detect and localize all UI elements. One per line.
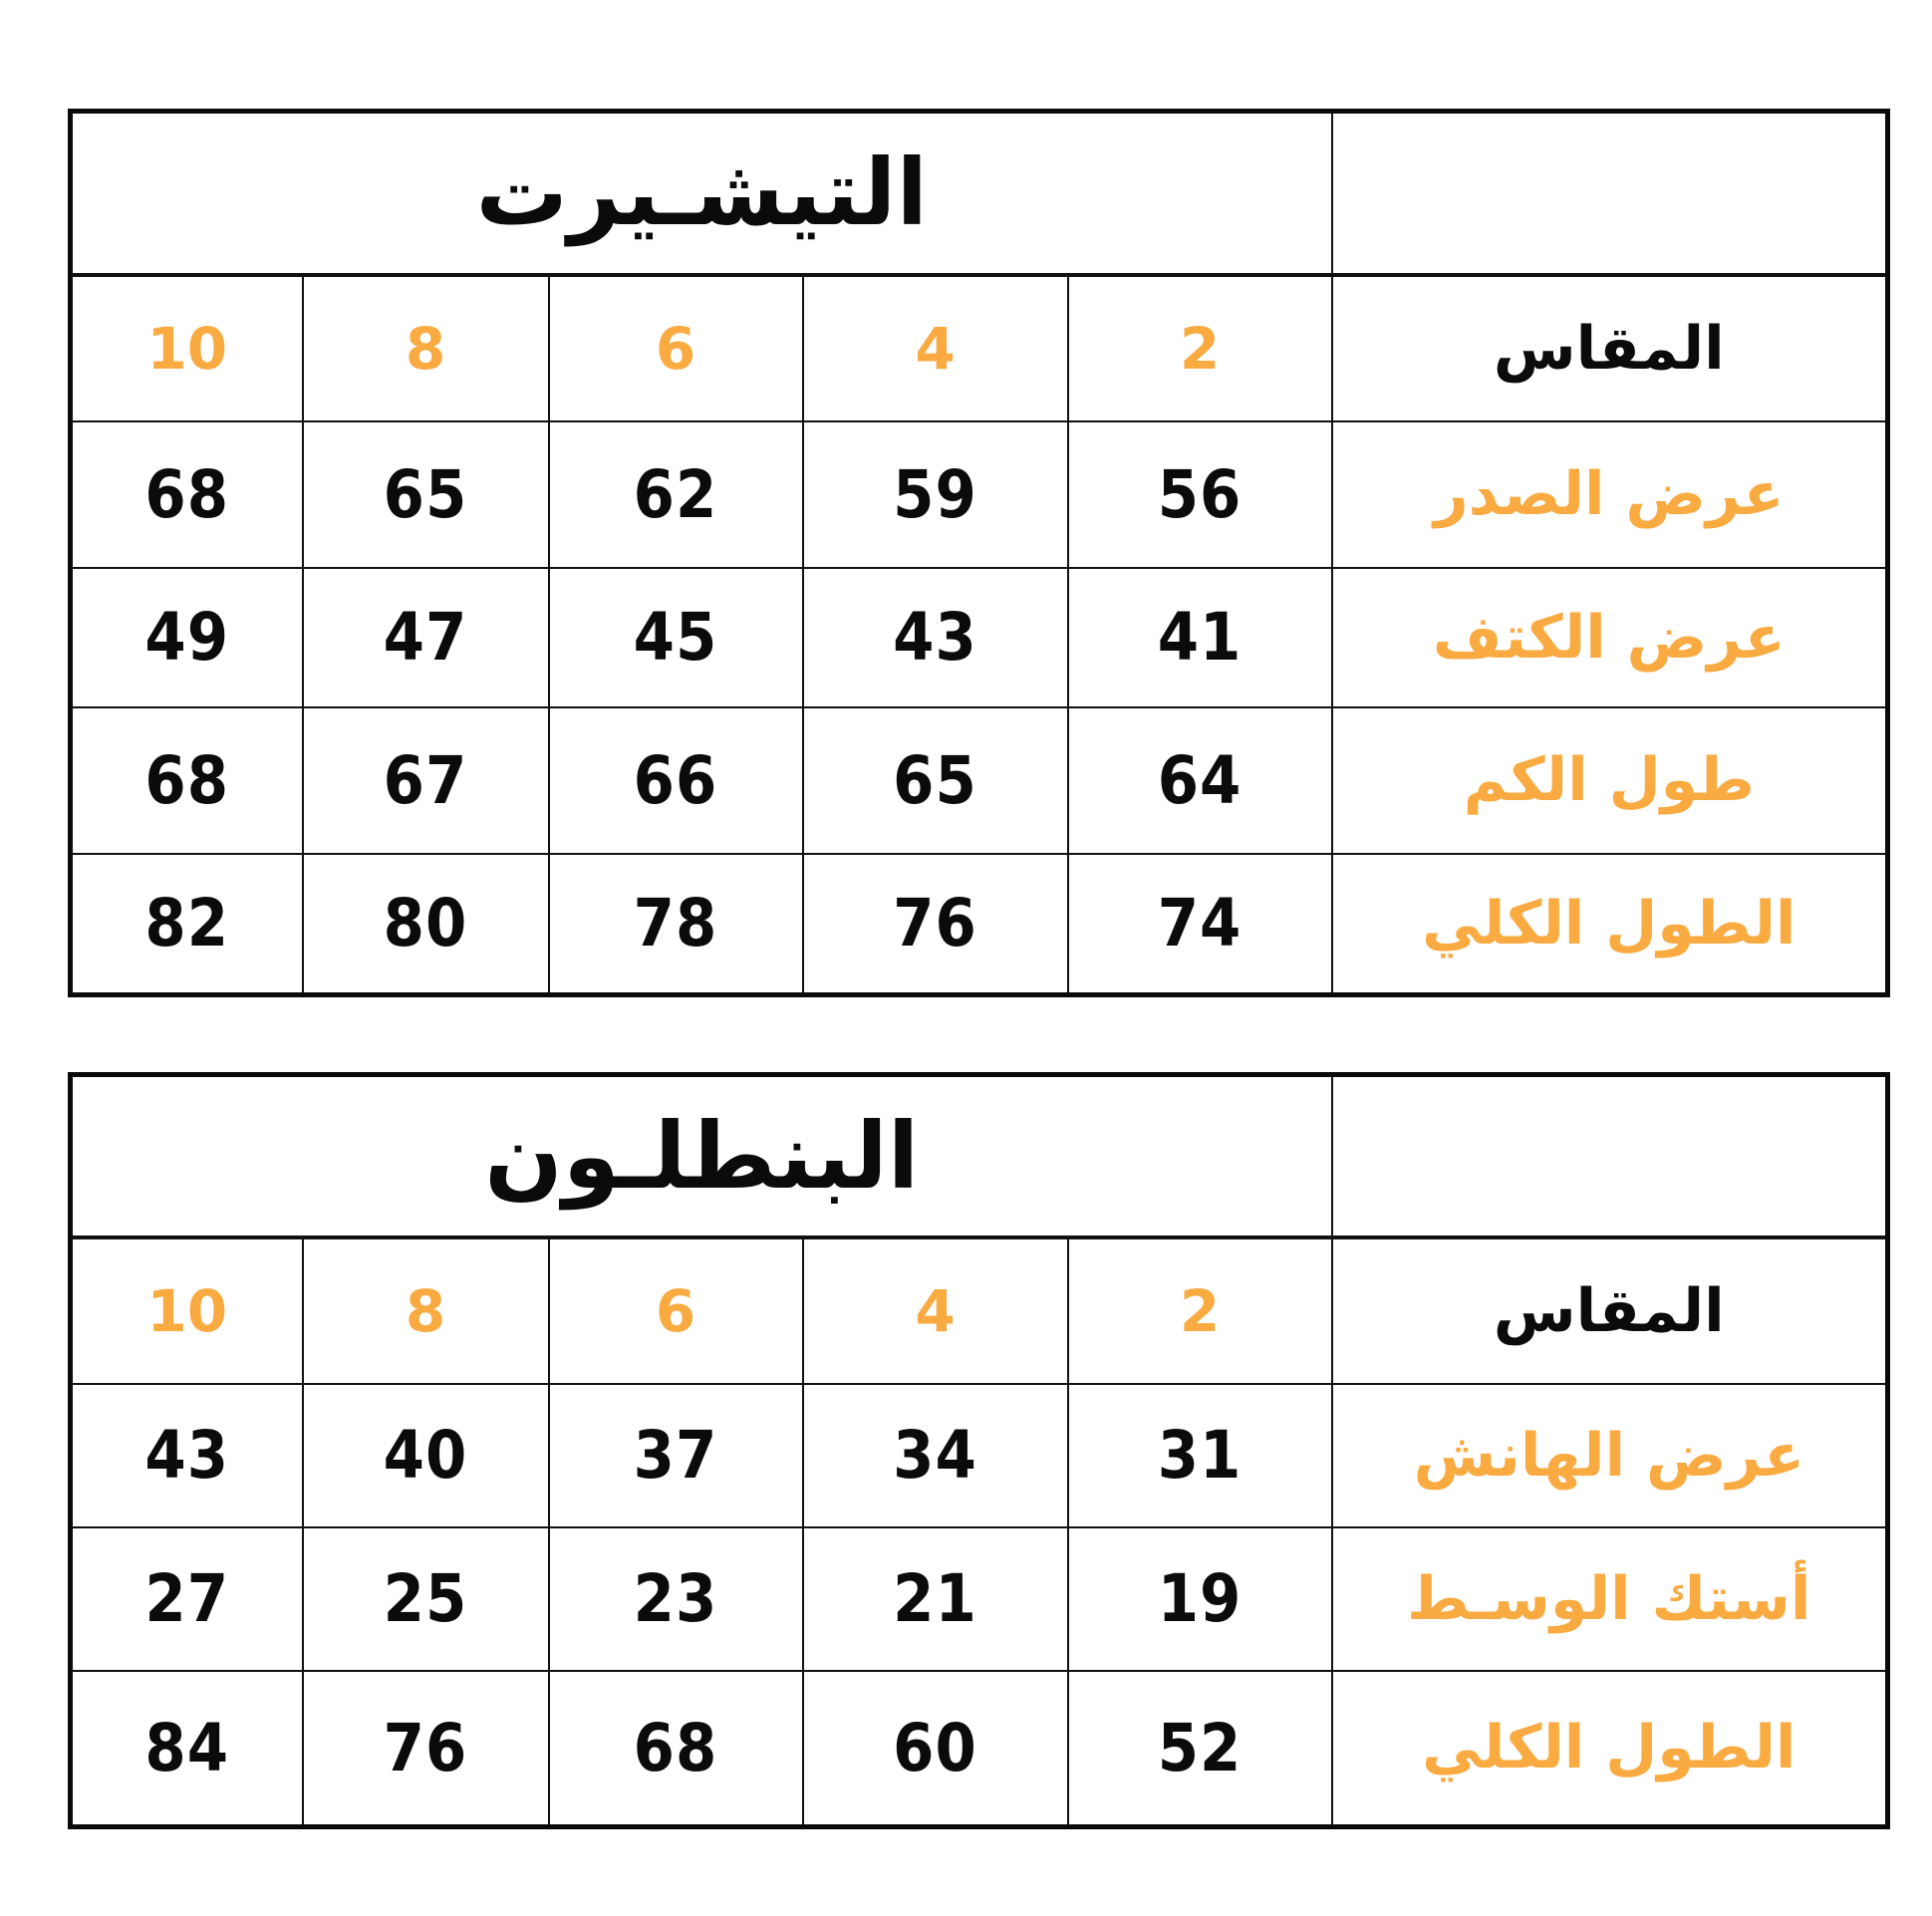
value-cell: 25 xyxy=(383,1560,468,1637)
table-row xyxy=(71,568,1888,707)
empty-corner-cell xyxy=(1332,1075,1888,1237)
value-cell: 74 xyxy=(1157,885,1242,962)
table-title-row xyxy=(71,1075,1888,1237)
value-cell: 66 xyxy=(633,741,718,819)
row-label: عرض الهانش xyxy=(1413,1420,1805,1491)
value-cell: 65 xyxy=(893,741,977,819)
table-row xyxy=(71,707,1888,854)
value-cell: 80 xyxy=(383,885,468,962)
size-header-row xyxy=(71,275,1888,421)
value-cell: 34 xyxy=(893,1417,977,1494)
value-cell: 41 xyxy=(1157,599,1242,676)
table-row xyxy=(71,1384,1888,1527)
table-row xyxy=(71,1671,1888,1827)
value-cell: 67 xyxy=(383,741,468,819)
value-cell: 40 xyxy=(383,1417,468,1494)
value-cell: 60 xyxy=(893,1709,977,1786)
row-label: الطول الكلي xyxy=(1422,888,1796,958)
value-cell: 45 xyxy=(633,599,718,676)
value-cell: 82 xyxy=(144,885,230,962)
size-header: 8 xyxy=(405,1276,446,1345)
value-cell: 37 xyxy=(633,1417,718,1494)
empty-corner-cell xyxy=(1332,112,1888,275)
value-cell: 68 xyxy=(144,741,230,819)
row-label: أستك الوسـط xyxy=(1407,1563,1811,1634)
value-cell: 76 xyxy=(893,885,977,962)
size-header: 6 xyxy=(655,314,696,383)
size-label: المقاس xyxy=(1493,313,1725,384)
title-cell xyxy=(71,112,1332,275)
size-header: 4 xyxy=(915,1276,956,1345)
value-cell: 64 xyxy=(1157,741,1242,819)
pants-title: البنطلـون xyxy=(484,1102,920,1210)
value-cell: 56 xyxy=(1157,455,1242,533)
value-cell: 27 xyxy=(144,1560,230,1637)
size-header: 2 xyxy=(1179,1276,1221,1345)
value-cell: 43 xyxy=(893,599,977,676)
row-label: الطول الكلي xyxy=(1422,1713,1796,1783)
size-header: 10 xyxy=(146,1276,228,1345)
table-row xyxy=(71,1527,1888,1671)
size-header: 4 xyxy=(915,314,956,383)
size-header: 6 xyxy=(655,1276,696,1345)
value-cell: 43 xyxy=(144,1417,230,1494)
table-row xyxy=(71,854,1888,995)
value-cell: 31 xyxy=(1157,1417,1242,1494)
size-header: 10 xyxy=(146,314,228,383)
value-cell: 52 xyxy=(1157,1709,1242,1786)
size-header: 2 xyxy=(1179,314,1221,383)
value-cell: 47 xyxy=(383,599,468,676)
table-title-row xyxy=(71,112,1888,275)
value-cell: 76 xyxy=(383,1709,468,1786)
tshirt-title: التيشـيرت xyxy=(475,139,929,247)
title-cell xyxy=(71,1075,1332,1237)
size-header-row xyxy=(71,1237,1888,1384)
value-cell: 59 xyxy=(893,455,977,533)
value-cell: 65 xyxy=(383,455,468,533)
value-cell: 19 xyxy=(1157,1560,1242,1637)
value-cell: 78 xyxy=(633,885,718,962)
row-label: عرض الكتف xyxy=(1432,602,1786,673)
value-cell: 84 xyxy=(144,1709,230,1786)
value-cell: 68 xyxy=(633,1709,718,1786)
value-cell: 68 xyxy=(144,455,230,533)
tshirt-size-table xyxy=(68,109,1890,997)
table-row xyxy=(71,421,1888,568)
row-label: طول الكم xyxy=(1463,745,1755,815)
size-header: 8 xyxy=(405,314,446,383)
row-label: عرض الصدر xyxy=(1434,459,1785,529)
value-cell: 49 xyxy=(144,599,230,676)
value-cell: 23 xyxy=(633,1560,718,1637)
value-cell: 21 xyxy=(893,1560,977,1637)
value-cell: 62 xyxy=(633,455,718,533)
pants-size-table xyxy=(68,1072,1890,1829)
size-label: المقاس xyxy=(1493,1275,1725,1346)
